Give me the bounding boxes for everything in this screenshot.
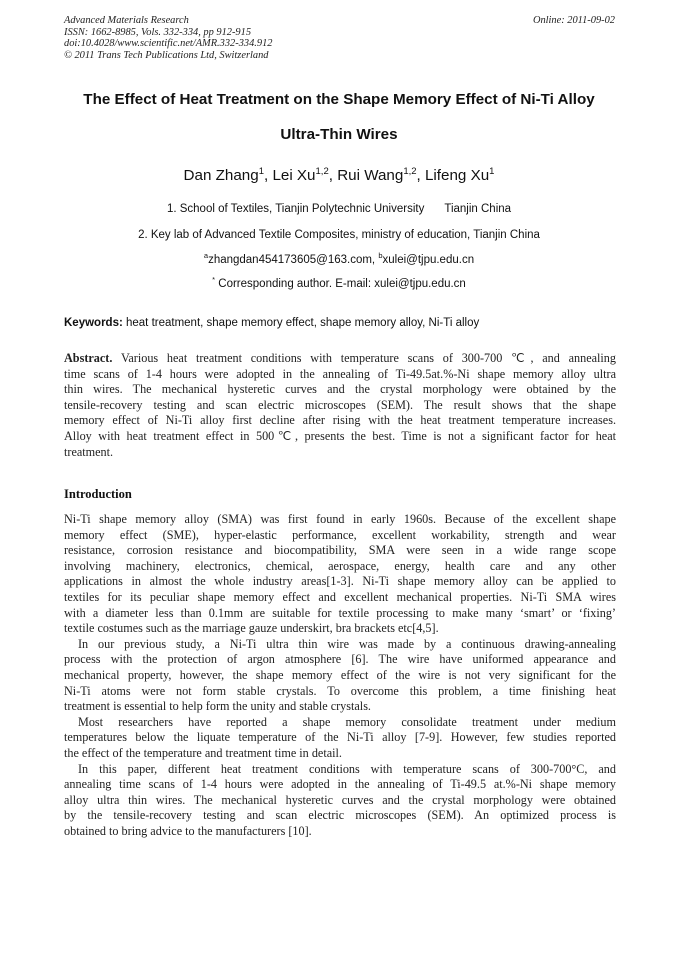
abstract [64,351,616,460]
intro-line: Most researchers have reported a shape memory consolidate treatment under medium [78,714,616,729]
author-name: Dan Zhang [183,167,259,184]
doi-line: doi:10.4028/www.scientific.net/AMR.332-334.912 [64,38,273,50]
author-emails [40,251,638,266]
intro-line: obtained to bring advice to the manufacturers [10]. [64,823,312,838]
abstract-line: Abstract. Various heat treatment conditions with temperature scans of 300-700 ℃, and annealing [64,351,616,365]
intro-line: alloy ultra thin wires. The mechanical hysteretic curves and the crystal morphology were obtained [64,792,616,807]
author-affiliation-mark: 1 [258,166,264,177]
affiliation-2: 2. Key lab of Advanced Textile Composites, ministry of education, Tianjin China [138,229,540,241]
keywords-label: Keywords: [64,317,123,329]
abstract-line: time scans of 1-4 hours were adopted in the annealing of Ti-49.5at.%-Ni shape memory alloy ultra [64,366,616,381]
intro-line: applications in almost the whole industry areas[1-3]. Ni-Ti shape memory alloy can be applied to [64,574,616,589]
intro-line: resistance, corrosion resistance and biocompatibility, SMA were seen in a wide range scope [64,543,616,558]
affiliation-1 [40,203,638,215]
email-a-mark: a [203,251,209,260]
corresponding-text: Corresponding author. E-mail: xulei@tjpu.edu.cn [215,278,466,290]
intro-line: In our previous study, a Ni-Ti ultra thin wire was made by a continuous drawing-annealing [78,636,616,651]
intro-line: mechanical property, however, the shape memory effect of the wire is not very significant for the [64,667,616,682]
author-name: Rui Wang [337,167,404,184]
keywords [64,317,616,329]
intro-line: by the tensile-recovery testing and scan electric microscopes (SEM). An optimized process is [64,808,616,823]
affiliation-1-location: Tianjin China [444,203,512,215]
intro-line: temperatures below the liquate temperature of the Ni-Ti alloy [7-9]. However, few studies reported [64,730,616,745]
abstract-line: tensile-recovery testing and scan electric microscopes (SEM). The result shows that the shape [64,397,616,412]
email-b-mark: b [378,251,383,260]
section-heading-introduction: Introduction [64,487,132,501]
intro-line: treatment is essential to help form the unity and stable crystals. [64,699,371,714]
intro-line: involving machinery, electronics, chemical, aerospace, energy, health care and any other [64,558,616,573]
intro-line: textile costumes such as the marriage gauze underskirt, bra brackets etc[4,5]. [64,621,439,636]
intro-line: Ni-Ti atoms were not form stable crystals. To overcome this problem, a time finishing heat [64,683,616,698]
intro-line: In this paper, different heat treatment conditions with temperature scans of 300-700°C, and [78,761,616,776]
abstract-line: thin wires. The mechanical hysteretic curves and the crystal morphology were obtained by the [64,382,616,397]
abstract-line: Alloy with heat treatment effect in 500℃, presents the best. Time is not a significant factor for heat [64,428,616,443]
copyright-line: © 2011 Trans Tech Publications Ltd, Switzerland [64,49,269,61]
intro-line: annealing time scans of 1-4 hours were adopted in the annealing of Ti-49.5 at.%-Ni shape memory [64,777,616,792]
issn-line: ISSN: 1662-8985, Vols. 332-334, pp 912-915 [64,26,252,38]
abstract-label: Abstract. [64,351,113,365]
email-a: zhangdan454173605@163.com, [208,254,379,266]
author-affiliation-mark: 1 [489,166,495,177]
intro-line: textiles for its peculiar shape memory effect and excellent mechanical properties. Ni-Ti SMA wires [64,589,616,604]
journal-name: Advanced Materials Research [64,15,189,26]
abstract-line: memory effect of Ni-Ti alloy first decline after rising with the heat treatment temperature increases. [64,413,616,428]
abstract-line: treatment. [64,444,114,459]
intro-line: Ni-Ti shape memory alloy (SMA) was first found in early 1960s. Because of the excellent shape [64,512,616,526]
author-list: Dan Zhang$^1$, Lei Xu$^{1,2}$, Rui Wang$^{1,2}$, Lifeng Xu$^1$ [183,166,495,184]
email-b: xulei@tjpu.edu.cn [382,254,475,266]
corresponding-author [40,275,638,290]
author-affiliation-mark: 1,2 [315,166,329,177]
author-name: Lifeng Xu [424,167,490,184]
corresponding-mark: * [212,275,216,284]
intro-line: process with the protection of argon atmosphere [6]. The wire have uniformed appearance and [64,652,616,667]
author-name: Lei Xu [272,167,316,184]
intro-line: the effect of the temperature and treatment time in detail. [64,745,342,760]
paper-title-line-2: Ultra-Thin Wires [280,126,398,143]
keywords-text: heat treatment, shape memory effect, shape memory alloy, Ni-Ti alloy [122,317,480,329]
author-affiliation-mark: 1,2 [403,166,417,177]
online-date: Online: 2011-09-02 [532,15,615,26]
paper-title-line-1: The Effect of Heat Treatment on the Shape Memory Effect of Ni-Ti Alloy [83,91,595,108]
intro-line: with a diameter less than 0.1mm are suitable for textile processing to make many ‘smart’ or ‘fixing’ [64,605,616,620]
introduction-body [64,512,616,839]
affiliation-1-text: 1. School of Textiles, Tianjin Polytechnic University [166,203,425,215]
intro-line: memory effect (SME), hyper-elastic performance, excellent workability, strength and wear [64,527,616,542]
